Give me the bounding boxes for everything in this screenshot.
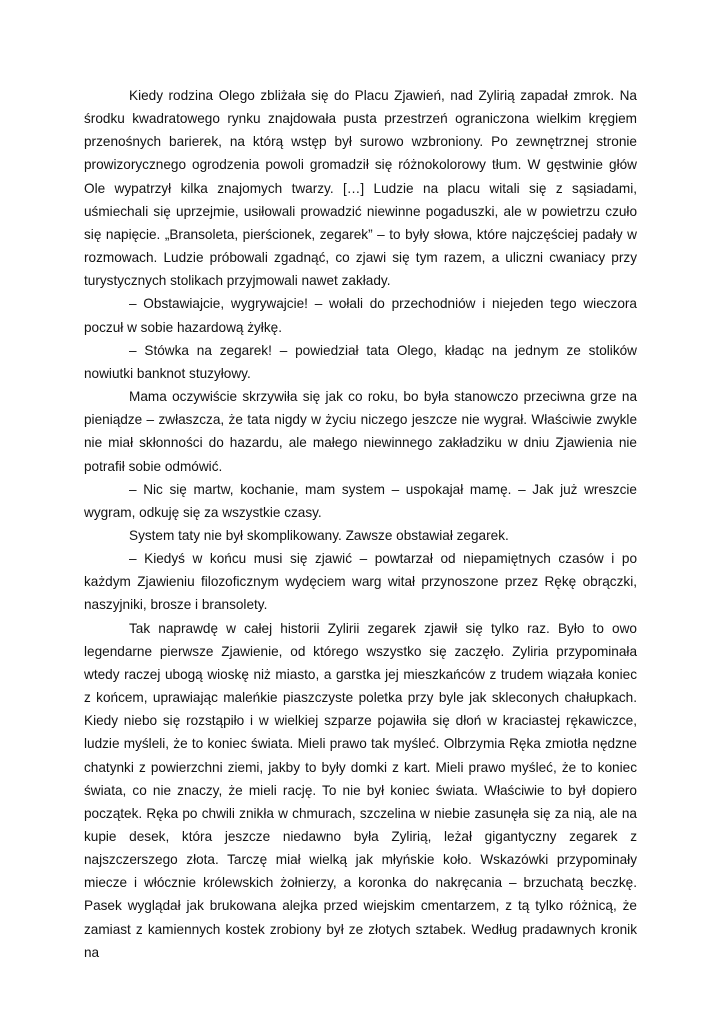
paragraph-system-explained: System taty nie był skomplikowany. Zawsze obstawiał zegarek. — [129, 527, 509, 543]
document-page — [84, 84, 637, 964]
paragraph-arrival: Kiedy rodzina Olego zbliżała się do Placu Zjawień, nad Zylirią zapadał zmrok. Na środku kwadratowego rynku znajdowała pusta przestrzeń ograniczona wielkim kręgiem przenośnych barierek, na którą wstęp był surowo wzbroniony. Po zewnętrznej stronie prowizorycznego ogrodzenia powoli gromadził się różnokolorowy tłum. W gęstwinie głów Ole wypatrzył kilka znajomych twarzy. […] Ludzie na placu witali się z sąsiadami, uśmiechali się uprzejmie, usiłowali prowadzić niewinne pogaduszki, ale w powietrzu czuło się napięcie. „Bransoleta, pierścionek, zegarek” – to były słowa, które najczęściej padały w rozmowach. Ludzie próbowali zgadnąć, co zjawi się tym razem, a uliczni cwaniacy przy turystycznych stolikach przyjmowali nawet zakłady. — [84, 88, 637, 289]
paragraph-first-appearance: Tak naprawdę w całej historii Zylirii zegarek zjawił się tylko raz. Było to owo legendarne pierwsze Zjawienie, od którego wszystko się zaczęło. Zyliria przypominała wtedy raczej ubogą wioskę niż miasto, a garstka jej mieszkańców z trudem wiązała koniec z końcem, uprawiając maleńkie piaszczyste poletka przy byle jak skleconych chałupkach. Kiedy niebo się rozstąpiło i w wielkiej szparze pojawiła się dłoń w kraciastej rękawiczce, ludzie myśleli, że to koniec świata. Mieli prawo tak myśleć. Olbrzymia Ręka zmiotła nędzne chatynki z powierzchni ziemi, jakby to były domki z kart. Mieli prawo myśleć, że to koniec świata, co nie znaczy, że mieli rację. To nie był koniec świata. Właściwie to był dopiero początek. Ręka po chwili znikła w chmurach, szczelina w niebie zasunęła się za nią, ale na kupie desek, która jeszcze niedawno była Zylirią, leżał gigantyczny zegarek z najszczerszego złota. Tarczę miał wielką jak młyńskie koło. Wskazówki przypominały miecze i włócznie królewskich żołnierzy, a koronka do nakręcania – brzuchatą beczkę. Pasek wyglądał jak brukowana alejka przed wiejskim cmentarzem, z tą tylko różnicą, że zamiast z kamiennych kostek zrobiony był ze złotych sztabek. Według pradawnych kronik na — [84, 620, 637, 960]
paragraph-father-system: – Nic się martw, kochanie, mam system – uspokajał mamę. – Jak już wreszcie wygram, odkuję się za wszystkie czasy. — [84, 481, 637, 520]
paragraph-mother-reaction: Mama oczywiście skrzywiła się jak co roku, bo była stanowczo przeciwna grze na pieniądze – zwłaszcza, że tata nigdy w życiu niczego jeszcze nie wygrał. Właściwie zwykle nie miał skłonności do hazardu, ale małego niewinnego zakładziku w dniu Zjawienia nie potrafił sobie odmówić. — [84, 389, 637, 474]
paragraph-father-quote: – Kiedyś w końcu musi się zjawić – powtarzał od niepamiętnych czasów i po każdym Zjawieniu filozoficznym wydęciem warg witał przynoszone przez Rękę obrączki, naszyjniki, brosze i bransolety. — [84, 551, 637, 613]
paragraph-bookmakers-call: – Obstawiajcie, wygrywajcie! – wołali do przechodniów i niejeden tego wieczora poczuł w sobie hazardową żyłkę. — [84, 296, 637, 335]
paragraph-father-bet: – Stówka na zegarek! – powiedział tata Olego, kładąc na jednym ze stolików nowiutki banknot stuzyłowy. — [84, 342, 637, 381]
